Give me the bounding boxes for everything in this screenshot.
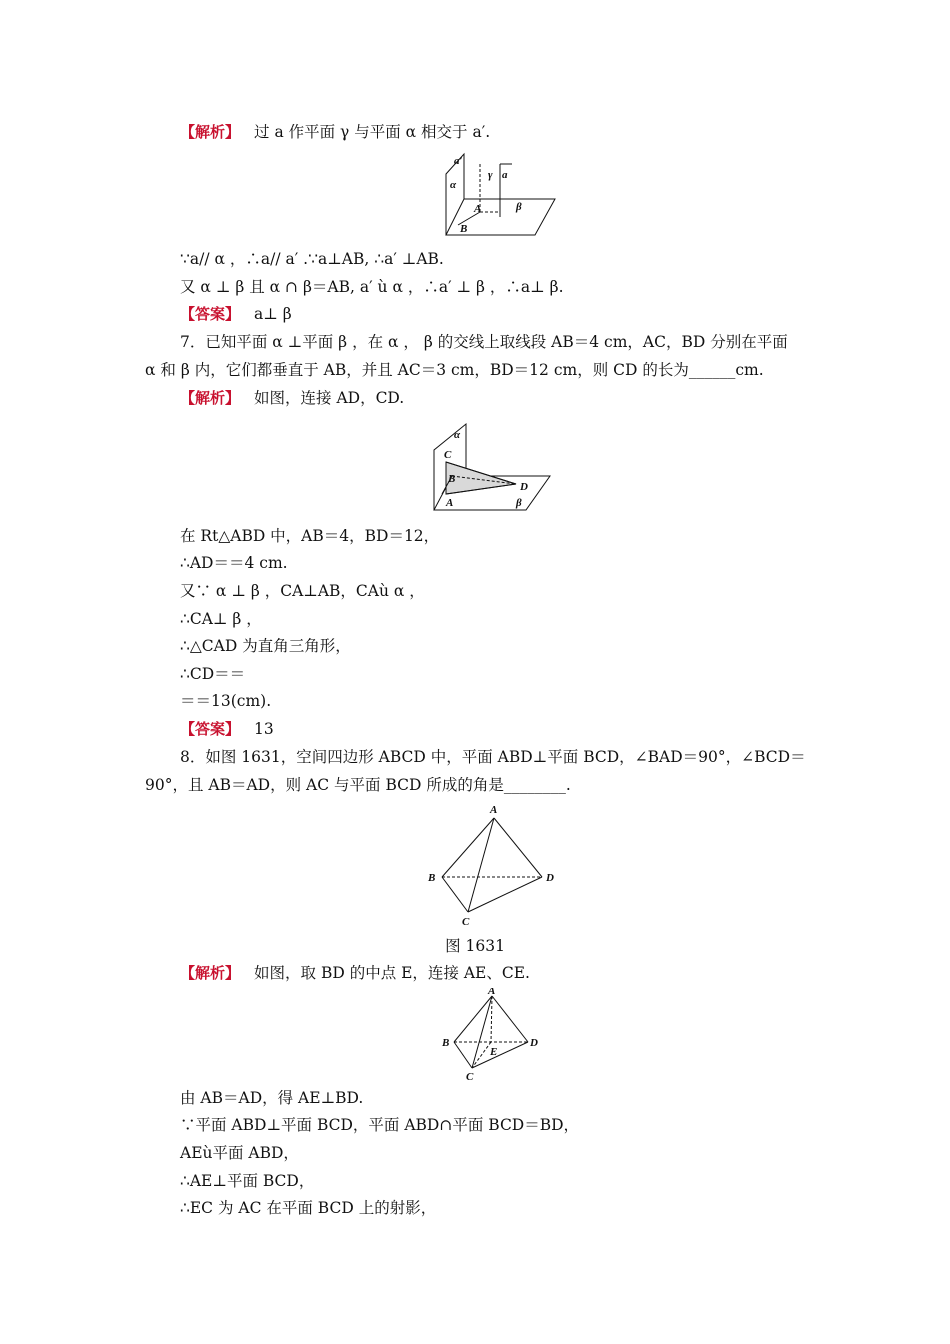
q7-step: ∴△CAD 为直角三角形，: [180, 637, 351, 655]
q7-stem-line2: α 和 β 内，它们都垂直于 AB，并且 AC＝3 cm，BD＝12 cm，则 CD 的长为______cm.: [145, 361, 764, 379]
q8-fig2-label: E: [490, 1046, 498, 1058]
q8-figure-caption: 图 1631: [445, 937, 505, 955]
q6-analysis-line: [180, 121, 950, 143]
q6-fig-label: γ: [488, 169, 493, 181]
q8-step: AEù平面 ABD，: [180, 1144, 299, 1162]
q7-fig-label: D: [520, 481, 528, 493]
q7-step: ＝＝13(cm).: [180, 692, 272, 710]
q8-stem-line1: 8．如图 1631，空间四边形 ABCD 中，平面 ABD⊥平面 BCD，∠BAD＝90°，∠BCD＝: [180, 748, 806, 766]
q8-step: ∴AE⊥平面 BCD，: [180, 1172, 315, 1190]
q8-analysis-line: [180, 962, 950, 984]
q7-figure: [428, 420, 552, 514]
q7-answer-line: [180, 718, 950, 740]
q6-answer-line: [180, 303, 950, 325]
q8-step: ∴EC 为 AC 在平面 BCD 上的射影，: [180, 1199, 437, 1217]
q6-fig-label: α: [450, 179, 457, 191]
q7-fig-label: A: [446, 497, 454, 509]
answer-tag: 【答案】: [180, 720, 241, 738]
q7-analysis-line: [180, 387, 950, 409]
q7-analysis-text: 如图，连接 AD，CD.: [254, 389, 405, 407]
q7-answer: 13: [254, 720, 274, 738]
q7-step: ∴CD＝＝: [180, 665, 246, 683]
q6-fig-label: β: [516, 201, 522, 213]
q8-step: 由 AB＝AD，得 AE⊥BD.: [180, 1089, 364, 1107]
q8-fig2-label: B: [442, 1037, 450, 1049]
q7-fig-label: β: [516, 497, 522, 509]
q7-stem-line1: 7．已知平面 α ⊥平面 β ，在 α ， β 的交线上取线段 AB＝4 cm，AC，BD 分别在平面: [180, 333, 788, 351]
analysis-tag: 【解析】: [180, 389, 241, 407]
q8-figure: [424, 802, 564, 930]
q8-fig2-label: C: [466, 1071, 474, 1082]
q8-analysis-figure: [436, 988, 544, 1082]
q7-step: 在 Rt△ABD 中，AB＝4，BD＝12，: [180, 527, 440, 545]
q8-step: ∵平面 ABD⊥平面 BCD，平面 ABD∩平面 BCD＝BD，: [180, 1116, 580, 1134]
analysis-tag: 【解析】: [180, 123, 241, 141]
q8-fig2-label: A: [488, 988, 496, 997]
q6-fig-label: a′: [454, 155, 463, 167]
q6-analysis-text: 过 a 作平面 γ 与平面 α 相交于 a′.: [254, 123, 491, 141]
q7-fig-label: α: [454, 429, 461, 441]
q8-analysis-text: 如图，取 BD 的中点 E，连接 AE、CE.: [254, 964, 530, 982]
q6-answer: a⊥ β: [254, 305, 292, 323]
q8-fig-label: B: [428, 872, 436, 884]
q8-fig2-label: D: [530, 1037, 538, 1049]
q7-step: 又∵ α ⊥ β ，CA⊥AB，CAù α ，: [180, 582, 425, 600]
q7-step: ∴AD＝＝4 cm.: [180, 554, 288, 572]
q8-fig-label: C: [462, 916, 470, 928]
answer-tag: 【答案】: [180, 305, 241, 323]
q7-fig-label: C: [444, 449, 452, 461]
q6-fig-label: B: [460, 223, 468, 235]
q8-stem-line2: 90°，且 AB＝AD，则 AC 与平面 BCD 所成的角是________.: [145, 776, 571, 794]
q6-figure: [440, 152, 560, 240]
q7-step: ∴CA⊥ β ，: [180, 610, 262, 628]
analysis-tag: 【解析】: [180, 964, 241, 982]
q8-fig-label: A: [490, 804, 498, 816]
q6-line1: ∵a// α ，∴a// a′ .∵a⊥AB, ∴a′ ⊥AB.: [180, 250, 444, 268]
q7-fig-label: B: [448, 473, 456, 485]
q6-fig-label: A: [474, 203, 482, 215]
q6-line2: 又 α ⊥ β 且 α ∩ β＝AB, a′ ù α ，∴a′ ⊥ β ，∴a⊥ β.: [180, 278, 564, 296]
q6-fig-label: a: [502, 169, 508, 181]
q8-fig-label: D: [546, 872, 554, 884]
